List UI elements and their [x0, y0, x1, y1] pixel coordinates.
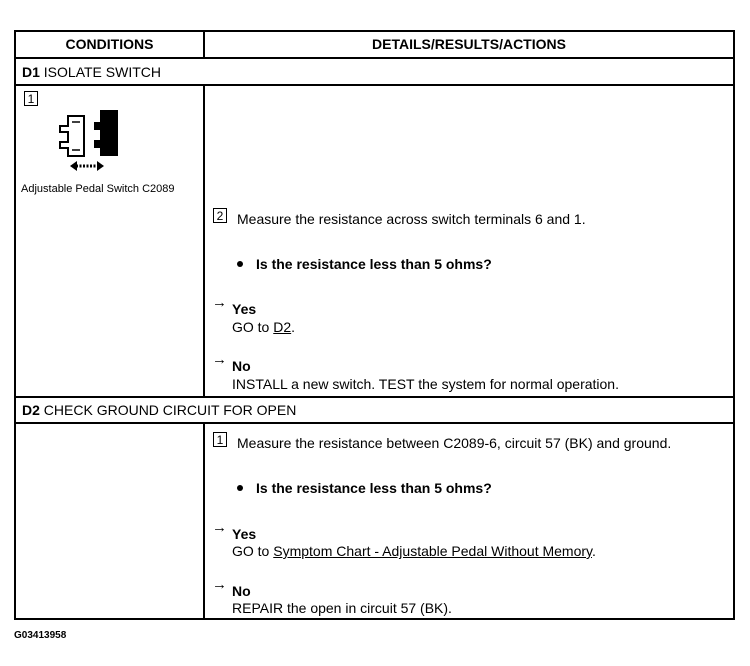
- section-code-d1: D1: [22, 64, 40, 80]
- section-label-d2: CHECK GROUND CIRCUIT FOR OPEN: [43, 402, 297, 418]
- diagnostic-table: [14, 30, 735, 620]
- connector-caption: Adjustable Pedal Switch C2089: [21, 183, 175, 195]
- d2-question: Is the resistance less than 5 ohms?: [256, 480, 492, 496]
- d1-yes-prefix: GO to: [232, 319, 270, 335]
- d1-yes-label: Yes: [232, 301, 257, 317]
- details-header: DETAILS/RESULTS/ACTIONS: [372, 36, 566, 52]
- section-title-d2: [22, 398, 296, 422]
- header-bottom-rule: [16, 57, 733, 59]
- d1-step-number: 2: [213, 208, 227, 223]
- d2-yes-arrow-icon: →: [212, 519, 227, 536]
- d1-yes-arrow-icon: →: [212, 294, 227, 311]
- d1-column-divider: [203, 86, 205, 396]
- d2-step-number: 1: [213, 432, 227, 447]
- d1-question: Is the resistance less than 5 ohms?: [256, 256, 492, 272]
- d2-yes-action: [232, 543, 596, 559]
- d1-no-arrow-icon: →: [212, 351, 227, 368]
- section-code-d2: D2: [22, 402, 40, 418]
- d2-yes-link[interactable]: Symptom Chart - Adjustable Pedal Without Memory: [273, 543, 593, 559]
- d1-no-label: No: [232, 358, 251, 374]
- d2-column-divider: [203, 424, 205, 620]
- d2-yes-suffix: .: [592, 543, 596, 559]
- d2-no-action: REPAIR the open in circuit 57 (BK).: [232, 600, 452, 616]
- connector-diagram-icon: [54, 110, 118, 172]
- d2-step-text: Measure the resistance between C2089-6, circuit 57 (BK) and ground.: [237, 435, 672, 451]
- d1-yes-link[interactable]: D2: [273, 319, 292, 335]
- d1-step-text: Measure the resistance across switch terminals 6 and 1.: [237, 211, 586, 227]
- d1-yes-suffix: .: [291, 319, 296, 335]
- section-label-d1: ISOLATE SWITCH: [43, 64, 161, 80]
- d2-yes-label: Yes: [232, 526, 257, 542]
- d1-no-action: INSTALL a new switch. TEST the system for normal operation.: [232, 376, 619, 392]
- d2-yes-prefix: GO to: [232, 543, 270, 559]
- d2-no-arrow-icon: →: [212, 576, 227, 593]
- section-title-d1: [22, 60, 161, 84]
- d2-no-label: No: [232, 583, 251, 599]
- figure-id: G03413958: [14, 630, 67, 641]
- header-divider: [203, 32, 205, 59]
- d2-title-rule: [16, 422, 733, 424]
- conditions-header: CONDITIONS: [65, 36, 154, 52]
- cond-step-number: 1: [24, 91, 38, 106]
- d1-bullet: [237, 261, 243, 267]
- d1-yes-action: [232, 319, 295, 335]
- d2-bullet: [237, 485, 243, 491]
- d1-title-rule: [16, 84, 733, 86]
